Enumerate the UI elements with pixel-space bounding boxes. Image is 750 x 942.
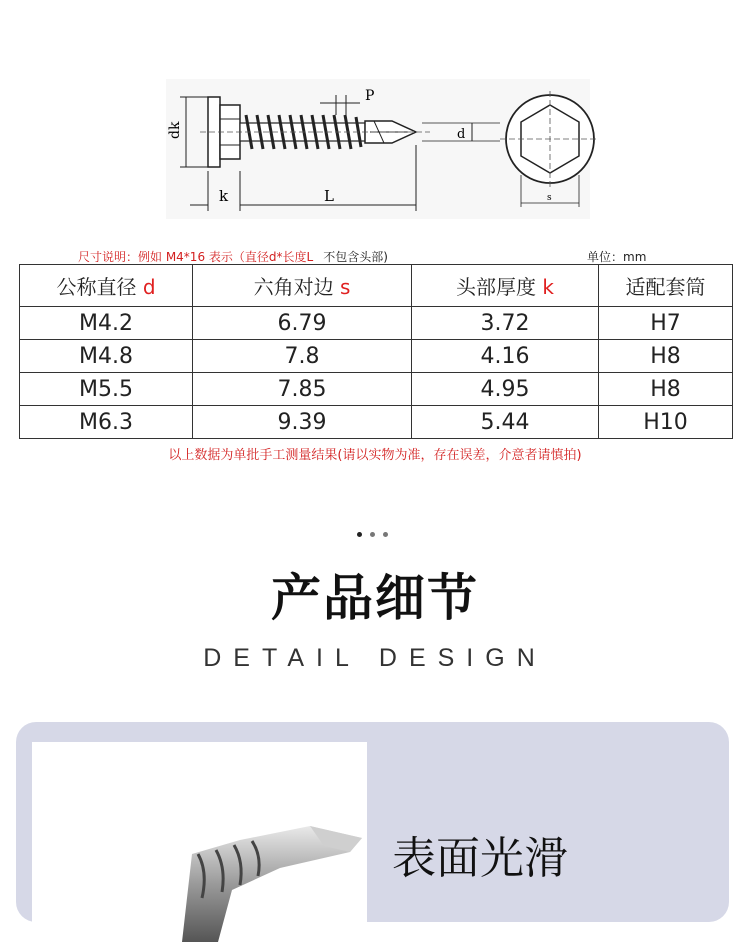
cell-across-flats: 6.79 bbox=[193, 307, 412, 340]
cell-across-flats: 7.85 bbox=[193, 373, 412, 406]
cell-diameter: M4.8 bbox=[20, 340, 193, 373]
table-row bbox=[20, 373, 733, 406]
header-socket-size: 适配套筒 bbox=[599, 265, 733, 307]
size-note-black: 不包含头部) bbox=[323, 250, 388, 264]
cell-across-flats: 7.8 bbox=[193, 340, 412, 373]
drawing-label-p: P bbox=[365, 88, 375, 104]
unit-label: 单位：mm bbox=[587, 250, 647, 264]
cell-diameter: M5.5 bbox=[20, 373, 193, 406]
table-row bbox=[20, 406, 733, 439]
cell-socket: H8 bbox=[599, 340, 733, 373]
cell-across-flats: 9.39 bbox=[193, 406, 412, 439]
dot-icon bbox=[383, 532, 388, 537]
section-title: 产品细节 bbox=[271, 569, 479, 627]
product-photo bbox=[32, 742, 367, 942]
drawing-label-k: k bbox=[219, 187, 229, 205]
cell-head-thickness: 4.95 bbox=[412, 373, 599, 406]
cell-head-thickness: 4.16 bbox=[412, 340, 599, 373]
table-row bbox=[20, 340, 733, 373]
header-head-thickness: 头部厚度 k bbox=[412, 265, 599, 307]
drawing-label-s: s bbox=[547, 193, 552, 203]
drawing-label-l: L bbox=[324, 187, 334, 205]
dot-icon bbox=[357, 532, 362, 537]
size-note bbox=[78, 248, 388, 265]
measurement-disclaimer: 以上数据为单批手工测量结果(请以实物为准，存在误差，介意者请慎拍) bbox=[168, 448, 582, 463]
drawing-label-d: d bbox=[457, 127, 466, 142]
spec-table bbox=[19, 264, 733, 439]
cell-head-thickness: 3.72 bbox=[412, 307, 599, 340]
cell-socket: H8 bbox=[599, 373, 733, 406]
section-subtitle: DETAIL DESIGN bbox=[203, 644, 547, 672]
dot-icon bbox=[370, 532, 375, 537]
cell-socket: H7 bbox=[599, 307, 733, 340]
cell-head-thickness: 5.44 bbox=[412, 406, 599, 439]
cell-diameter: M6.3 bbox=[20, 406, 193, 439]
spec-table-header bbox=[20, 265, 733, 307]
header-hex-across-flats: 六角对边 s bbox=[193, 265, 412, 307]
size-note-red: 尺寸说明：例如 M4*16 表示（直径d*长度L bbox=[78, 250, 314, 264]
drawing-label-dk: dk bbox=[167, 121, 183, 139]
screw-technical-drawing bbox=[160, 75, 600, 225]
feature-title: 表面光滑 bbox=[392, 833, 568, 884]
screw-tip-illustration bbox=[32, 742, 367, 942]
cell-diameter: M4.2 bbox=[20, 307, 193, 340]
table-row bbox=[20, 307, 733, 340]
header-nominal-diameter: 公称直径 d bbox=[20, 265, 193, 307]
section-dots-decoration bbox=[357, 532, 397, 540]
cell-socket: H10 bbox=[599, 406, 733, 439]
